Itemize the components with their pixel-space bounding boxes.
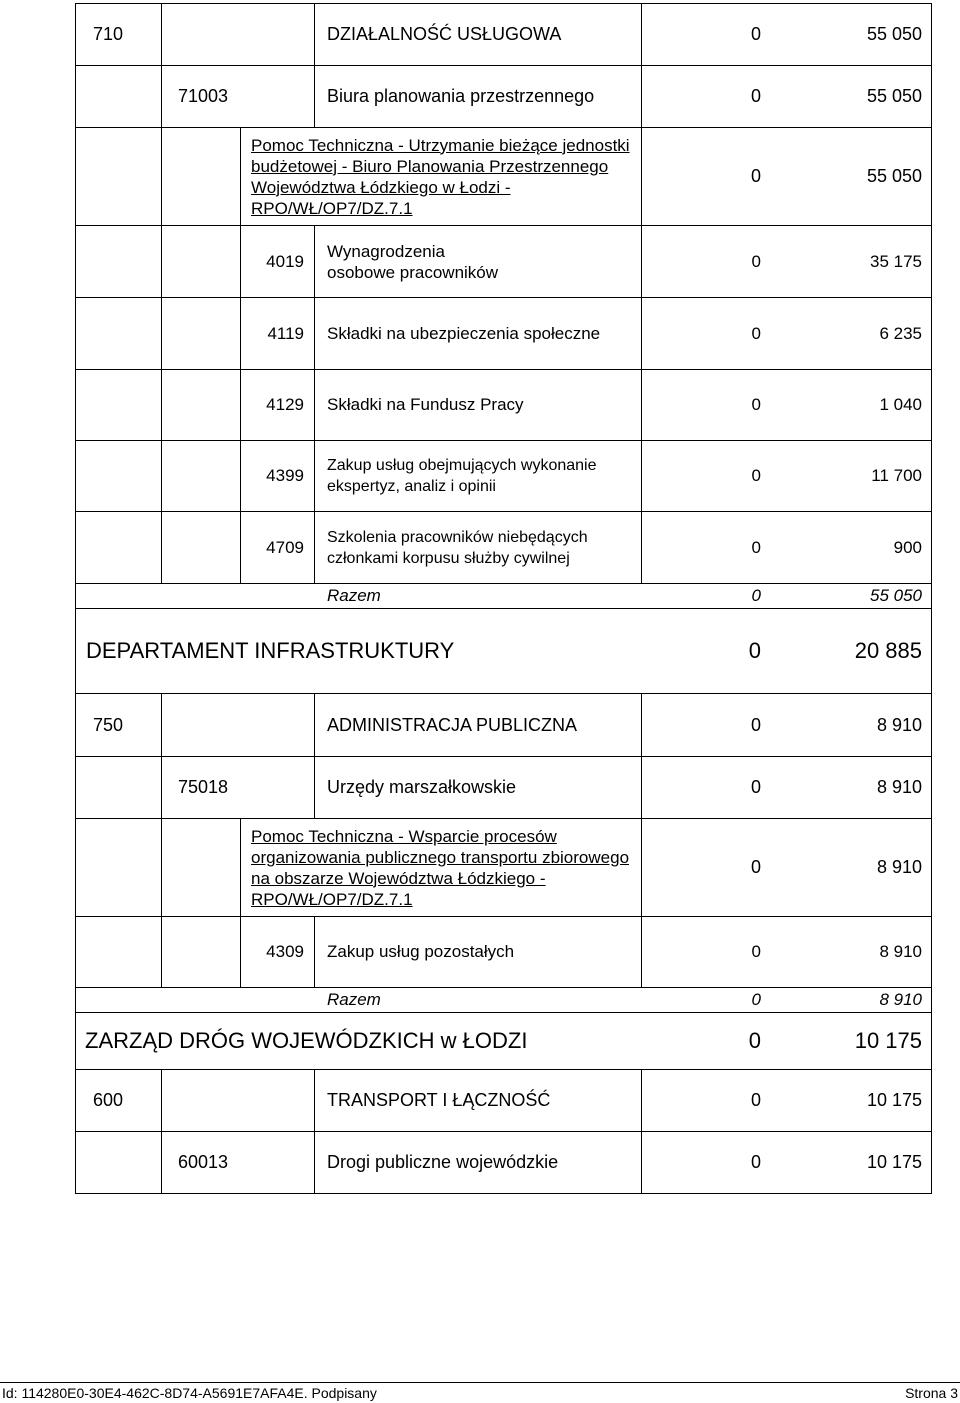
zero-value: 0 bbox=[750, 166, 761, 186]
department-name: DEPARTAMENT INFRASTRUKTURY bbox=[86, 638, 455, 663]
zero-value: 0 bbox=[748, 638, 761, 663]
amount: 20 885 bbox=[854, 638, 922, 663]
paragraf-name: Wynagrodzenia osobowe pracowników bbox=[327, 241, 499, 282]
zero-value: 0 bbox=[748, 1028, 761, 1053]
amount: 55 050 bbox=[866, 24, 922, 44]
table-row-department bbox=[75, 608, 932, 693]
rozdzial-name: Urzędy marszałkowskie bbox=[327, 777, 517, 797]
amount: 11 700 bbox=[871, 466, 922, 485]
amount: 55 050 bbox=[866, 166, 922, 186]
rozdzial-code: 71003 bbox=[177, 86, 228, 106]
total-label: Razem bbox=[327, 586, 381, 605]
zero-value: 0 bbox=[751, 323, 761, 343]
table-row-4399 bbox=[75, 440, 932, 511]
amount: 900 bbox=[893, 537, 922, 557]
table-row-60013 bbox=[75, 1131, 932, 1194]
zero-value: 0 bbox=[751, 466, 761, 485]
project-description: Pomoc Techniczna - Wsparcie procesów organizowania publicznego transportu zbiorowego na obszarze Województwa Łódzkiego - RPO/WŁ/OP7/DZ.7.1 bbox=[251, 826, 630, 909]
page-footer bbox=[0, 1382, 960, 1403]
divider bbox=[161, 226, 162, 297]
amount: 8 910 bbox=[876, 857, 922, 877]
zero-value: 0 bbox=[751, 990, 761, 1009]
amount: 8 910 bbox=[876, 714, 922, 735]
table-row-75018 bbox=[75, 756, 932, 818]
divider bbox=[161, 917, 162, 987]
zero-value: 0 bbox=[750, 1090, 761, 1110]
paragraf-name: Składki na ubezpieczenia społeczne bbox=[327, 323, 601, 343]
zero-value: 0 bbox=[751, 942, 761, 961]
amount: 10 175 bbox=[854, 1028, 922, 1053]
paragraf-code: 4709 bbox=[266, 537, 304, 557]
paragraf-name: Zakup usług pozostałych bbox=[327, 942, 515, 961]
divider bbox=[161, 1070, 162, 1131]
table-row-project bbox=[75, 818, 932, 916]
zero-value: 0 bbox=[750, 777, 761, 797]
divider bbox=[161, 512, 162, 583]
table-row-600 bbox=[75, 1069, 932, 1131]
divider bbox=[161, 441, 162, 511]
divider bbox=[161, 298, 162, 369]
zero-value: 0 bbox=[750, 24, 761, 44]
paragraf-code: 4309 bbox=[266, 942, 304, 961]
dzial-name: DZIAŁALNOŚĆ USŁUGOWA bbox=[327, 24, 562, 44]
zero-value: 0 bbox=[750, 857, 761, 877]
dzial-code: 750 bbox=[93, 714, 124, 735]
zero-value: 0 bbox=[751, 586, 761, 605]
zero-value: 0 bbox=[750, 714, 761, 735]
amount: 1 040 bbox=[879, 395, 922, 414]
rozdzial-name: Drogi publiczne wojewódzkie bbox=[327, 1152, 559, 1172]
table-row-4119 bbox=[75, 297, 932, 369]
zero-value: 0 bbox=[751, 251, 761, 271]
table-row-750 bbox=[75, 693, 932, 756]
table-row-4709 bbox=[75, 511, 932, 583]
dzial-code: 600 bbox=[93, 1090, 124, 1110]
amount: 8 910 bbox=[879, 942, 922, 961]
table-row-project bbox=[75, 127, 932, 225]
table-row-71003 bbox=[75, 65, 932, 127]
table-row-department bbox=[75, 1012, 932, 1069]
amount: 6 235 bbox=[879, 323, 922, 343]
dzial-name: ADMINISTRACJA PUBLICZNA bbox=[327, 714, 578, 735]
rozdzial-name: Biura planowania przestrzennego bbox=[327, 86, 595, 106]
divider bbox=[161, 128, 162, 225]
table-row-total bbox=[75, 987, 932, 1012]
table-row-total bbox=[75, 583, 932, 608]
zero-value: 0 bbox=[751, 537, 761, 557]
rozdzial-code: 60013 bbox=[177, 1152, 228, 1172]
dzial-name: TRANSPORT I ŁĄCZNOŚĆ bbox=[327, 1090, 551, 1110]
table-row-710 bbox=[75, 3, 932, 65]
zero-value: 0 bbox=[750, 86, 761, 106]
total-label: Razem bbox=[327, 990, 381, 1009]
table-row-4129 bbox=[75, 369, 932, 440]
paragraf-code: 4129 bbox=[266, 395, 304, 414]
zero-value: 0 bbox=[750, 1152, 761, 1172]
divider bbox=[161, 819, 162, 916]
document-id: Id: 114280E0-30E4-462C-8D74-A5691E7AFA4E. Podpisany bbox=[2, 1385, 377, 1401]
dzial-code: 710 bbox=[93, 24, 124, 44]
table-row-4019 bbox=[75, 225, 932, 297]
paragraf-name: Składki na Fundusz Pracy bbox=[327, 395, 524, 414]
amount: 10 175 bbox=[866, 1152, 922, 1172]
amount: 10 175 bbox=[866, 1090, 922, 1110]
zero-value: 0 bbox=[751, 395, 761, 414]
amount: 55 050 bbox=[870, 586, 922, 605]
paragraf-name: Szkolenia pracowników niebędących członkami korpusu służby cywilnej bbox=[327, 528, 588, 567]
department-name: ZARZĄD DRÓG WOJEWÓDZKICH w ŁODZI bbox=[85, 1028, 528, 1053]
paragraf-code: 4019 bbox=[266, 251, 304, 271]
amount: 35 175 bbox=[870, 251, 922, 271]
amount: 8 910 bbox=[876, 777, 922, 797]
paragraf-name: Zakup usług obejmujących wykonanie ekspertyz, analiz i opinii bbox=[327, 457, 597, 495]
paragraf-code: 4399 bbox=[266, 466, 304, 485]
table-row-4309 bbox=[75, 916, 932, 987]
page-number: Strona 3 bbox=[905, 1385, 958, 1401]
project-description: Pomoc Techniczna - Utrzymanie bieżące jednostki budżetowej - Biuro Planowania Przestrzennego Województwa Łódzkiego w Łodzi - RPO/WŁ/OP7/DZ.7.1 bbox=[251, 135, 630, 218]
amount: 8 910 bbox=[879, 990, 922, 1009]
divider bbox=[161, 370, 162, 440]
amount: 55 050 bbox=[866, 86, 922, 106]
rozdzial-code: 75018 bbox=[177, 777, 228, 797]
divider bbox=[161, 694, 162, 756]
divider bbox=[161, 4, 162, 65]
paragraf-code: 4119 bbox=[267, 323, 304, 343]
